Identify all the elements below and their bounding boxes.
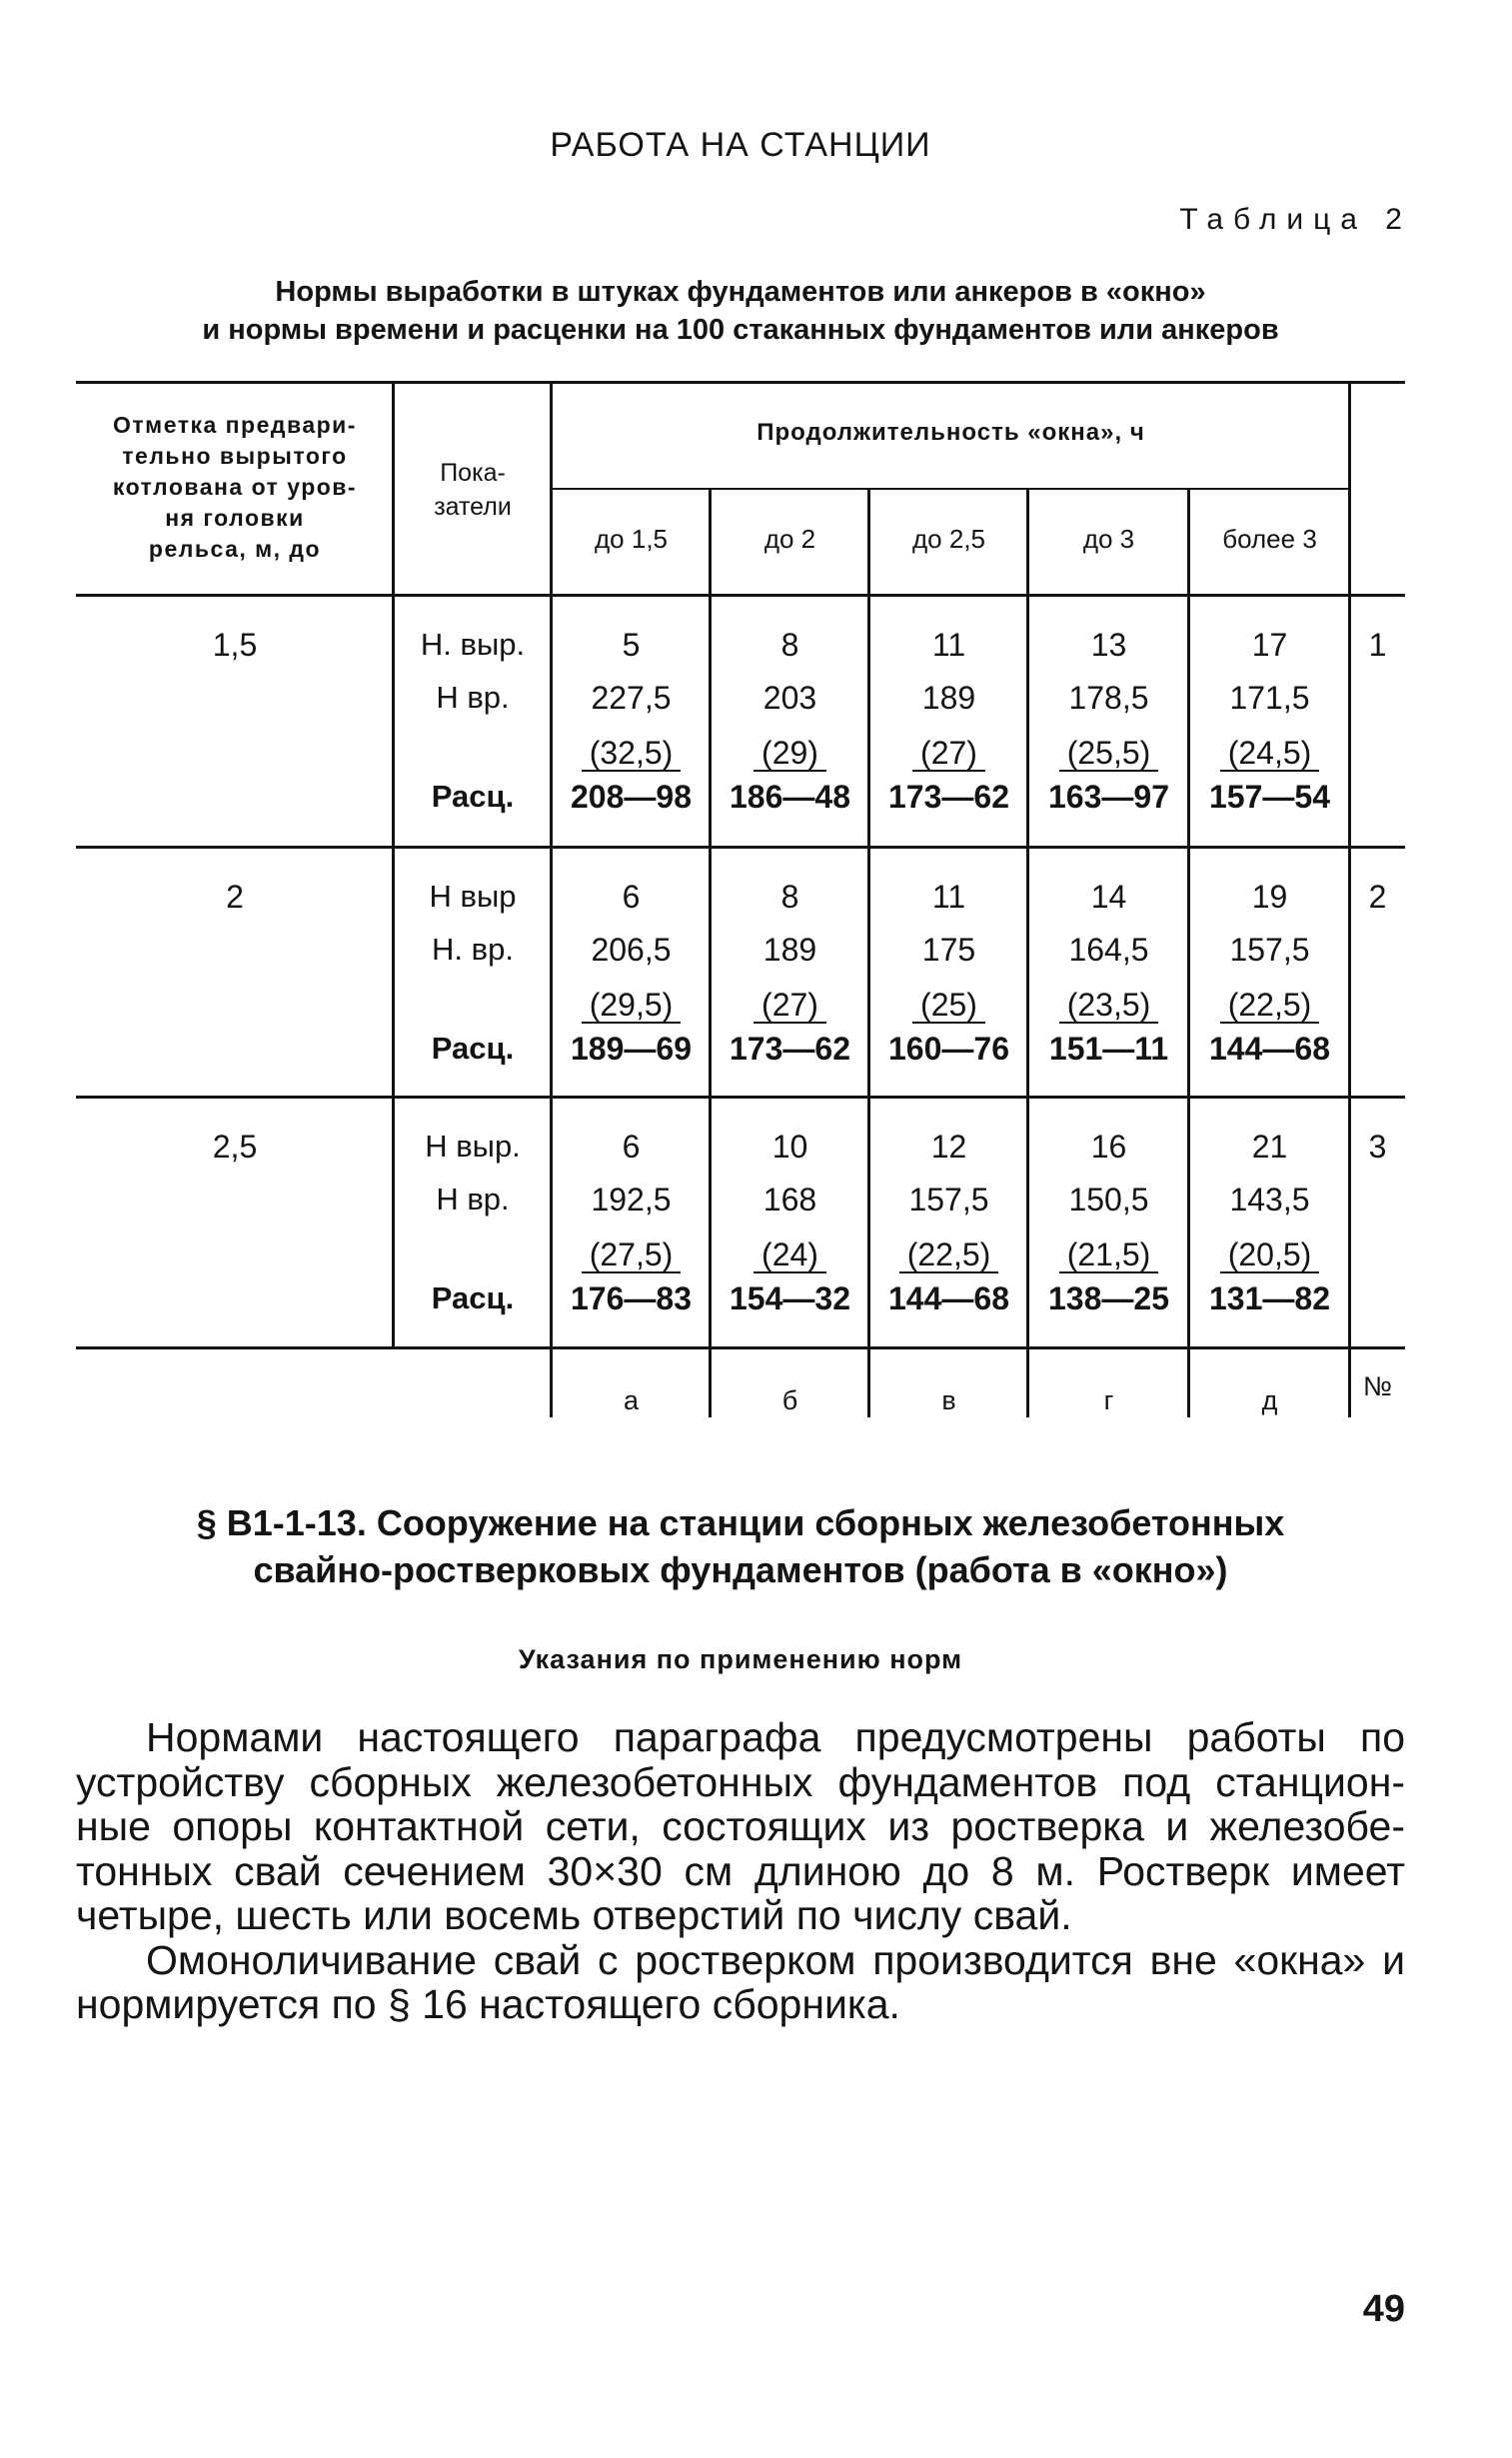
time-norm-crew-value (1028, 1234, 1189, 1274)
label-time-norm: Н вр. (436, 680, 510, 715)
row-mark: 1,5 (212, 627, 258, 663)
paragraph-line: тонных свай сечением 30×30 см длиною до 8 м. Ростверк имеет (76, 1847, 1405, 1894)
time-norm-crew-value (1189, 985, 1350, 1025)
time-norm-value: 189 (921, 680, 976, 716)
output-norm-value: 19 (1251, 879, 1288, 915)
time-norm-crew-underlined: (29,5) (582, 988, 682, 1024)
row-number: 2 (1368, 879, 1387, 915)
output-norm-value: 16 (1090, 1129, 1127, 1165)
row-mark: 2,5 (212, 1129, 258, 1165)
label-time-norm: Н вр. (436, 1182, 510, 1217)
output-norm-value: 14 (1090, 879, 1127, 915)
header-line: тельно вырытого (122, 443, 348, 469)
label-rate: Расц. (431, 1031, 515, 1066)
rate-value: 144—68 (888, 1280, 1009, 1316)
header-column: до 3 (1082, 524, 1135, 554)
header-column: до 1,5 (595, 524, 668, 554)
time-norm-value: 150,5 (1068, 1182, 1149, 1218)
time-norm-value: 206,5 (591, 932, 672, 968)
table-title-line: Нормы выработки в штуках фундаментов или анкеров в «окно» (275, 276, 1206, 308)
header-column: до 2 (763, 524, 816, 554)
output-norm-value: 5 (622, 627, 641, 663)
label-rate: Расц. (431, 1280, 515, 1315)
rate-value: 176—83 (571, 1280, 692, 1316)
header-line: затели (434, 493, 512, 521)
rate-value: 173—62 (888, 779, 1009, 815)
time-norm-crew-underlined: (25) (912, 988, 985, 1024)
rate-value: 154—32 (730, 1280, 850, 1316)
output-norm-value: 12 (930, 1129, 967, 1165)
footer-column-letter: б (781, 1385, 798, 1415)
footer-number-label: № (1363, 1371, 1392, 1401)
output-norm-value: 13 (1090, 627, 1127, 663)
header-line: ня головки (165, 505, 305, 531)
rate-value: 208—98 (571, 779, 692, 815)
section-subheading: Указания по применению норм (518, 1644, 963, 1674)
time-norm-crew-underlined: (25,5) (1059, 736, 1159, 772)
time-norm-crew-value (1028, 733, 1189, 773)
time-norm-value: 178,5 (1068, 680, 1149, 716)
time-norm-crew-underlined: (24) (754, 1237, 826, 1273)
table-title-line: и нормы времени и расценки на 100 стаканных фундаментов или анкеров (202, 314, 1279, 346)
label-time-norm: Н. вр. (432, 932, 514, 967)
footer-column-letter: г (1103, 1385, 1114, 1415)
time-norm-value: 203 (762, 680, 817, 716)
header-line: Отметка предвари- (113, 412, 357, 438)
time-norm-crew-value (869, 985, 1028, 1025)
row-rule (76, 846, 1405, 849)
header-window-duration: Продолжительность «окна», ч (756, 419, 1145, 446)
time-norm-crew-underlined: (22,5) (899, 1237, 999, 1273)
paragraph-line: Нормами настоящего параграфа предусмотрены работы по (146, 1714, 1405, 1760)
output-norm-value: 8 (780, 879, 799, 915)
time-norm-crew-underlined: (32,5) (582, 736, 682, 772)
row-rule (76, 1346, 1405, 1349)
header-column: до 2,5 (912, 524, 985, 554)
label-rate: Расц. (431, 779, 515, 814)
rate-value: 173—62 (730, 1031, 850, 1067)
section-heading-line: свайно-ростверковых фундаментов (работа в «окно») (253, 1549, 1228, 1590)
time-norm-value: 157,5 (1229, 932, 1310, 968)
time-norm-crew-underlined: (27) (912, 736, 985, 772)
paragraph-line: устройству сборных железобетонных фундаментов под станцион- (76, 1758, 1405, 1805)
header-elevation-mark (76, 410, 394, 565)
time-norm-value: 189 (762, 932, 817, 968)
output-norm-value: 6 (622, 879, 641, 915)
time-norm-value: 227,5 (591, 680, 672, 716)
row-rule (76, 1096, 1405, 1099)
paragraph-line: четыре, шесть или восемь отверстий по числу свай. (76, 1892, 1072, 1938)
time-norm-crew-value (1028, 985, 1189, 1025)
output-norm-value: 10 (771, 1129, 808, 1165)
time-norm-value: 164,5 (1068, 932, 1149, 968)
header-line: рельса, м, до (148, 536, 322, 562)
rate-value: 131—82 (1209, 1280, 1330, 1316)
rate-value: 144—68 (1209, 1031, 1330, 1067)
paragraph-line: нормируется по § 16 настоящего сборника. (76, 1981, 900, 2027)
section-heading (76, 1499, 1405, 1593)
rate-value: 186—48 (730, 779, 850, 815)
time-norm-value: 171,5 (1229, 680, 1310, 716)
section-body (76, 1715, 1405, 2027)
label-output-norm: Н. выр. (420, 627, 526, 662)
output-norm-value: 11 (931, 627, 966, 663)
output-norm-value: 17 (1251, 627, 1288, 663)
rate-value: 151—11 (1048, 1031, 1169, 1067)
time-norm-crew-value (711, 1234, 869, 1274)
time-norm-crew-underlined: (20,5) (1220, 1237, 1320, 1273)
time-norm-value: 192,5 (591, 1182, 672, 1218)
time-norm-crew-value (552, 1234, 711, 1274)
running-header: РАБОТА НА СТАНЦИИ (550, 126, 931, 164)
paragraph-line: Омоноличивание свай с ростверком производится вне «окна» и (146, 1936, 1405, 1983)
rate-value: 189—69 (571, 1031, 692, 1067)
rate-value: 163—97 (1048, 779, 1169, 815)
label-output-norm: Н выр (429, 879, 517, 914)
label-output-norm: Н выр. (425, 1129, 521, 1164)
time-norm-crew-value (1189, 1234, 1350, 1274)
table-label: Таблица 2 (1179, 203, 1412, 236)
section-heading-line: § В1-1-13. Сооружение на станции сборных железобетонных (196, 1502, 1285, 1543)
row-mark: 2 (226, 879, 244, 915)
row-number: 1 (1368, 627, 1387, 663)
page-number: 49 (1362, 2288, 1405, 2330)
header-line: Пока- (440, 459, 506, 487)
output-norm-value: 21 (1251, 1129, 1288, 1165)
time-norm-crew-underlined: (22,5) (1220, 988, 1320, 1024)
row-number: 3 (1368, 1129, 1387, 1165)
time-norm-crew-underlined: (27) (754, 988, 826, 1024)
time-norm-crew-underlined: (23,5) (1059, 988, 1159, 1024)
time-norm-crew-value (711, 985, 869, 1025)
output-norm-value: 6 (622, 1129, 641, 1165)
time-norm-crew-underlined: (24,5) (1220, 736, 1320, 772)
time-norm-crew-underlined: (21,5) (1059, 1237, 1159, 1273)
footer-column-letter: в (941, 1385, 956, 1415)
header-bottom-rule (76, 594, 1405, 597)
paragraph-line: ные опоры контактной сети, состоящих из ростверка и железобе- (76, 1803, 1405, 1849)
footer-column-letter: д (1261, 1385, 1278, 1415)
table-title (76, 273, 1405, 349)
time-norm-crew-underlined: (27,5) (582, 1237, 682, 1273)
header-indicators (394, 456, 552, 524)
header-sub-rule (552, 488, 1350, 490)
time-norm-value: 175 (921, 932, 976, 968)
time-norm-value: 143,5 (1229, 1182, 1310, 1218)
time-norm-value: 157,5 (908, 1182, 989, 1218)
time-norm-crew-value (869, 733, 1028, 773)
rate-value: 138—25 (1048, 1280, 1169, 1316)
header-line: котлована от уров- (112, 474, 358, 500)
time-norm-crew-value (552, 733, 711, 773)
output-norm-value: 8 (780, 627, 799, 663)
rate-value: 157—54 (1209, 779, 1330, 815)
output-norm-value: 11 (931, 879, 966, 915)
time-norm-crew-value (1189, 733, 1350, 773)
rate-value: 160—76 (888, 1031, 1009, 1067)
time-norm-crew-value (869, 1234, 1028, 1274)
header-column: более 3 (1222, 524, 1317, 554)
time-norm-crew-underlined: (29) (754, 736, 826, 772)
footer-column-letter: а (623, 1385, 640, 1415)
time-norm-value: 168 (762, 1182, 817, 1218)
time-norm-crew-value (552, 985, 711, 1025)
table-top-rule (76, 381, 1405, 384)
time-norm-crew-value (711, 733, 869, 773)
